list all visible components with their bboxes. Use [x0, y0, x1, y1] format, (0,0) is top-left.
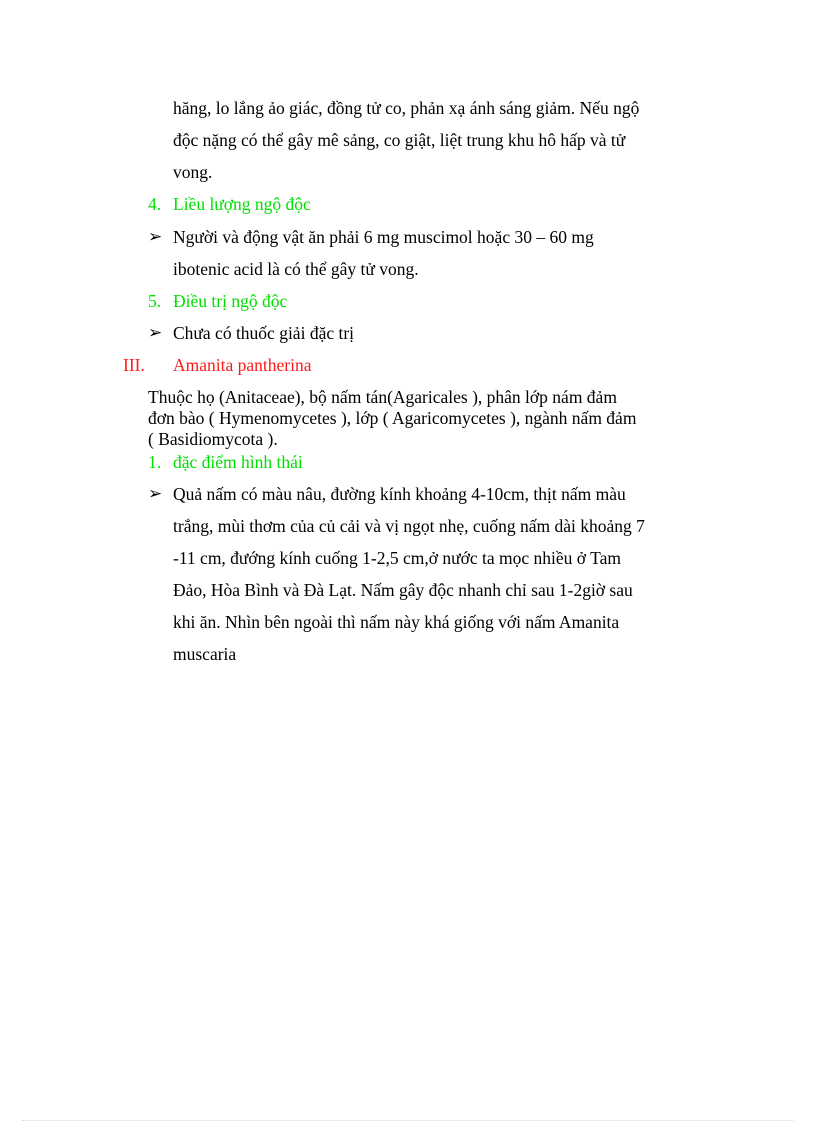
bullet-arrow-icon: ➢: [148, 323, 163, 342]
subsection-heading: đặc điểm hình thái: [173, 452, 303, 472]
paragraph-line: Thuộc họ (Anitaceae), bộ nấm tán(Agaricales ), phân lớp nám đảm: [148, 387, 617, 407]
section-number: 4.: [148, 194, 162, 214]
bullet-arrow-icon: ➢: [148, 227, 163, 246]
section-number: 5.: [148, 291, 162, 311]
section-heading: Amanita pantherina: [173, 355, 312, 375]
bullet-text-line: khi ăn. Nhìn bên ngoài thì nấm này khá giống với nấm Amanita: [173, 612, 620, 632]
bullet-text-line: trắng, mùi thơm của củ cải và vị ngọt nhẹ, cuống nấm dài khoảng 7: [173, 516, 645, 536]
body-text-line: hăng, lo lắng ảo giác, đồng tử co, phản xạ ánh sáng giảm. Nếu ngộ: [173, 98, 640, 118]
bullet-text-line: Chưa có thuốc giải đặc trị: [173, 323, 355, 343]
paragraph-line: ( Basidiomycota ).: [148, 429, 278, 449]
bullet-text-line: -11 cm, đướng kính cuống 1-2,5 cm,ở nước ta mọc nhiều ở Tam: [173, 548, 621, 568]
subsection-number: 1.: [148, 452, 162, 472]
body-text-line: vong.: [173, 162, 213, 182]
paragraph-line: đơn bào ( Hymenomycetes ), lớp ( Agaricomycetes ), ngành nấm đảm: [148, 408, 637, 428]
body-text-line: độc nặng có thể gây mê sảng, co giật, liệt trung khu hô hấp và tử: [173, 130, 626, 150]
bullet-arrow-icon: ➢: [148, 484, 163, 503]
section-heading: Điều trị ngộ độc: [173, 291, 288, 311]
section-roman-number: III.: [123, 355, 145, 375]
bullet-text-line: muscaria: [173, 644, 237, 664]
bullet-text-line: Đảo, Hòa Bình và Đà Lạt. Nấm gây độc nhanh chỉ sau 1-2giờ sau: [173, 580, 633, 600]
bullet-text-line: Người và động vật ăn phải 6 mg muscimol hoặc 30 – 60 mg: [173, 227, 594, 247]
bullet-text-line: ibotenic acid là có thể gây tử vong.: [173, 259, 419, 279]
bullet-text-line: Quả nấm có màu nâu, đường kính khoảng 4-10cm, thịt nấm màu: [173, 484, 626, 504]
section-heading: Liều lượng ngộ độc: [173, 194, 311, 214]
page-bottom-divider: [22, 1120, 794, 1121]
